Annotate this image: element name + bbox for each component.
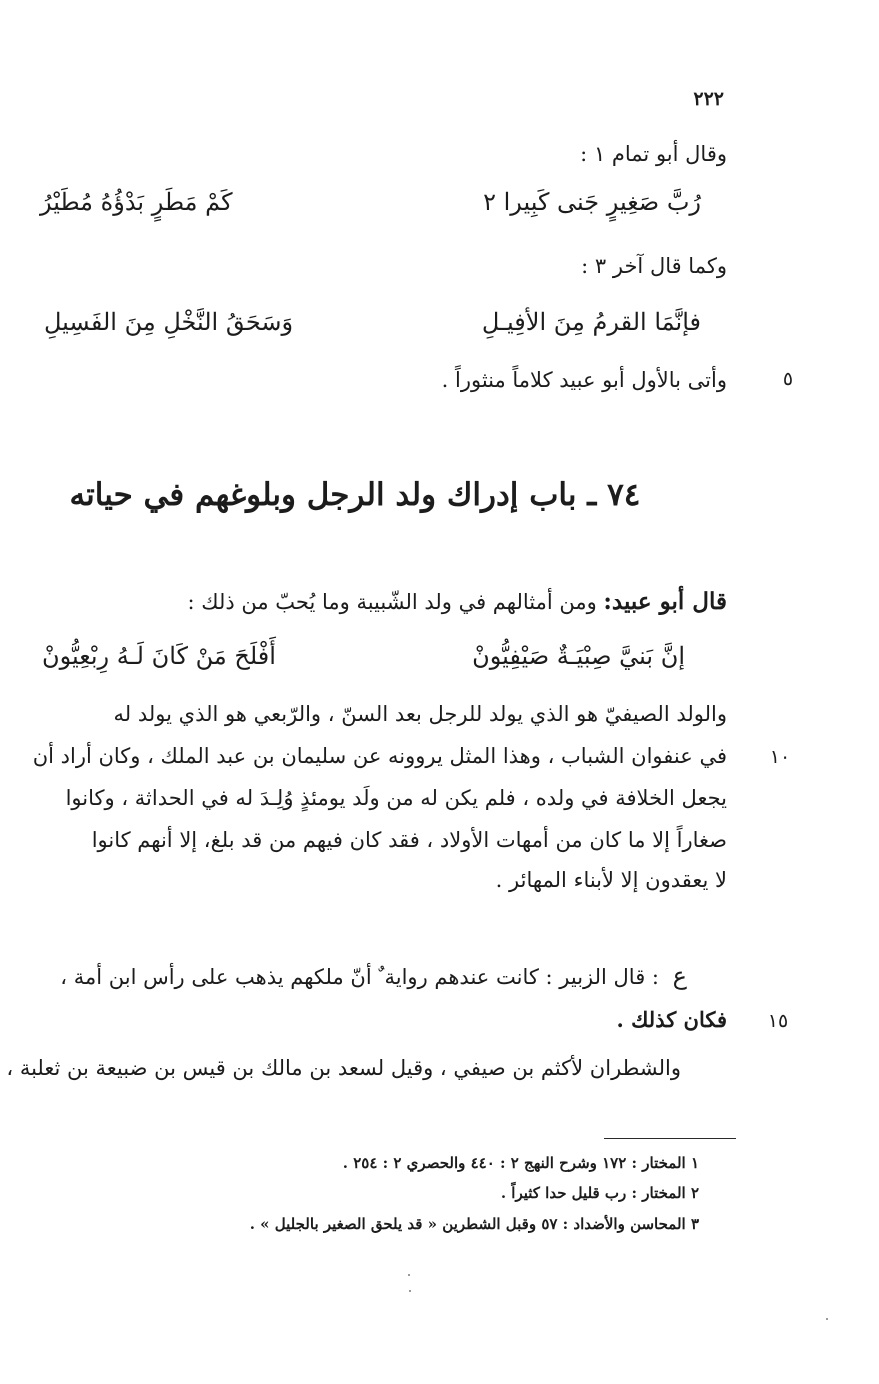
paragraph-line: لا يعقدون إلا لأبناء المهائر . — [495, 868, 727, 892]
verse-2-right-hemistich: فإنَّمَا القرمُ مِنَ الأفِيـلِ — [481, 308, 701, 336]
footnote-2: ٢ المختار : رب قليل حدا كثيراً . — [500, 1184, 699, 1202]
chapter-title: ٧٤ ـ باب إدراك ولد الرجل وبلوغهم في حياته — [69, 477, 641, 513]
verse-1-right-hemistich: رُبَّ صَغِيرٍ جَنى كَبِيرا ٢ — [483, 188, 701, 216]
prose-last-line: والشطران لأكثم بن صيفي ، وقيل لسعد بن مالك بن قيس بن ضبيعة بن ثعلبة ، — [6, 1056, 681, 1080]
scan-speck — [409, 1290, 411, 1292]
line-number-15: ١٥ — [767, 1010, 789, 1032]
scan-speck — [408, 1274, 410, 1276]
verse-3-left-hemistich: أَفْلَحَ مَنْ كَانَ لَـهُ رِبْعِيُّونْ — [42, 642, 276, 670]
footnote-3: ٣ المحاسن والأضداد : ٥٧ وقبل الشطرين « قد يلحق الصغير بالجليل » . — [249, 1215, 699, 1233]
paragraph-line: والولد الصيفيّ هو الذي يولد للرجل بعد السنّ ، والرّبعي هو الذي يولد له — [113, 702, 727, 726]
paragraph-line: في عنفوان الشباب ، وهذا المثل يروونه عن سليمان بن عبد الملك ، وكان أراد أن — [32, 744, 727, 768]
paragraph-line: يجعل الخلافة في ولده ، فلم يكن له من ولَد يومئذٍ وُلِـدَ له في الحداثة ، وكانوا — [65, 786, 727, 810]
abu-ubaid-text: ومن أمثالهم في ولد الشّبيبة وما يُحبّ من ذلك : — [187, 590, 597, 614]
abu-ubaid-label: قال أبو عبيد: — [603, 588, 727, 615]
zubair-line-2: فكان كذلك . — [616, 1007, 727, 1032]
ain-mark: ع — [672, 962, 687, 990]
abu-ubaid-intro — [188, 588, 728, 616]
zubair-line-1: : قال الزبير : كانت عندهم رواية ٌ أنّ ملكهم يذهب على رأس ابن أمة ، — [60, 965, 659, 989]
intro-another-poet: وكما قال آخر ٣ : — [581, 254, 727, 278]
prose-line-5: وأتى بالأول أبو عبيد كلاماً منثوراً . — [441, 368, 727, 392]
paragraph-line: صغاراً إلا ما كان من أمهات الأولاد ، فقد كان فيهم من قد بلغ، إلا أنهم كانوا — [91, 828, 727, 852]
verse-3-right-hemistich: إنَّ بَنيَّ صِبْيَـةٌ صَيْفِيُّونْ — [472, 642, 685, 670]
scan-speck — [826, 1318, 828, 1320]
verse-2-left-hemistich: وَسَحَقُ النَّخْلِ مِنَ الفَسِيلِ — [44, 308, 294, 336]
intro-abu-tammam: وقال أبو تمام ١ : — [580, 142, 727, 166]
footnote-1: ١ المختار : ١٧٢ وشرح النهج ٢ : ٤٤٠ والحصري ٢ : ٢٥٤ . — [342, 1154, 699, 1172]
line-number-5: ٥ — [782, 368, 794, 390]
verse-1-left-hemistich: كَمْ مَطَرٍ بَدْؤُهُ مُطَيْرُ — [40, 188, 233, 216]
footnote-separator — [604, 1138, 736, 1139]
line-number-10: ١٠ — [769, 746, 791, 768]
page-number: ٢٢٢ — [693, 88, 724, 110]
